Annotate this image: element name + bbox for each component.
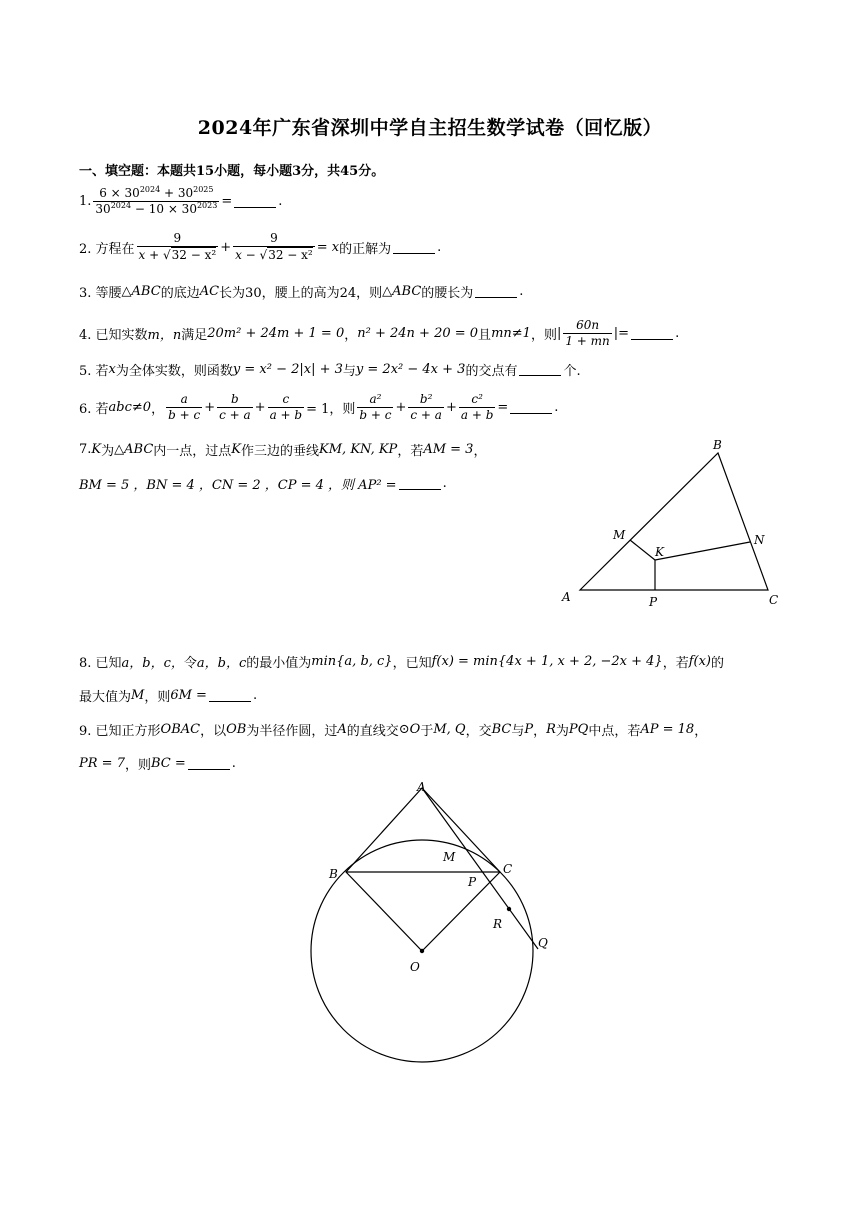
label-k: K <box>655 545 664 559</box>
answer-blank <box>510 401 552 414</box>
question-5: 5. 若 x 为全体实数，则函数 y = x² − 2|x| + 3 与 y = 2x² − 4x + 3 的交点有 个. <box>79 362 581 379</box>
segment-km <box>630 540 655 560</box>
segment-kn <box>655 542 750 560</box>
question-6: 6. 若 abc≠0 ， $\frac{a}{b + c}$ + $\frac{b}{c + a}$ + $\frac{c}{a + b}$ = 1，则 $\frac{\text{a²}}{b + c}$ + $\frac{\text{b²}}{c + a}$ + $\frac{\text{c²}}{a + b}$ = . <box>79 392 559 422</box>
answer-blank <box>209 689 251 702</box>
figure-circle-square <box>300 775 570 1075</box>
label-o: O <box>410 960 420 974</box>
label-b: B <box>329 867 338 881</box>
answer-blank <box>631 327 673 340</box>
label-m: M <box>443 850 456 864</box>
label-q: Q <box>538 936 548 950</box>
label-c: C <box>769 593 779 607</box>
question-9-line-2: PR = 7 ，则 BC = . <box>79 756 236 773</box>
question-2: 2. 方程在 $\frac{9}{\text{x + √32 − x²}}$ + $\frac{9}{\text{x − √32 − x²}}$ = x 的正解为 . <box>79 231 442 262</box>
point-o <box>420 949 424 953</box>
answer-blank <box>519 363 561 376</box>
question-4: 4. 已知实数 m，n 满足 20m² + 24m + 1 = 0 ， n² + 24n + 20 = 0 且 mn≠1 ，则 | $\frac{60n}{1 + mn}$ | = . <box>79 318 680 348</box>
label-r: R <box>493 917 503 931</box>
label-p: P <box>468 875 477 889</box>
question-1: 1. $\frac{6 \times 30^{2024} + 30^{2025}}{30^{2024} - 10 \times 30^{2023}}$ = . <box>79 185 283 216</box>
question-9-line-1: 9. 已知正方形 OBAC ，以 OB 为半径作圆，过 A 的直线交 ⊙O 于 M, Q ，交 BC 与 P ， R 为 PQ 中点，若 AP = 18 ， <box>79 722 708 739</box>
answer-blank <box>475 285 517 298</box>
square-obac <box>346 788 503 951</box>
label-n: N <box>754 533 765 547</box>
label-m: M <box>613 528 626 542</box>
answer-blank <box>399 477 441 490</box>
exam-title: 2024年广东省深圳中学自主招生数学试卷（回忆版） <box>197 117 663 139</box>
question-8-line-2: 最大值为 M ，则 6M = . <box>79 688 258 705</box>
q1-fraction: $\frac{6 \times 30^{2024} + 30^{2025}}{30^{2024} - 10 \times 30^{2023}}$ <box>95 185 218 216</box>
label-a: A <box>417 780 426 794</box>
answer-blank <box>188 757 230 770</box>
question-3: 3. 等腰 △ABC 的底边 AC 长为30，腰上的高为24，则 △ABC 的腰长为 . <box>79 284 524 301</box>
question-7-line-1: 7. K 为 △ABC 内一点，过点 K 作三边的垂线 KM, KN, KP ，若 AM = 3 ， <box>79 442 487 459</box>
label-p: P <box>649 595 658 609</box>
label-c: C <box>503 862 513 876</box>
answer-blank <box>234 195 276 208</box>
question-8-line-1: 8. 已知 a，b，c， 令 a，b，c 的最小值为 min{a, b, c} ，已知 f(x) = min{4x + 1, x + 2, −2x + 4} ，若 f(x) 的 <box>79 654 725 671</box>
question-7-line-2: BM = 5 ，BN = 4 ，CN = 2 ，CP = 4 ，则 AP² = . <box>79 476 447 493</box>
line-aq <box>422 788 538 949</box>
label-b: B <box>713 438 722 452</box>
figure-triangle <box>555 435 795 615</box>
triangle-abc <box>580 453 768 590</box>
label-a: A <box>562 590 571 604</box>
section-heading: 一、填空题：本题共15小题，每小题3分，共45分。 <box>79 164 385 179</box>
point-r <box>507 907 511 911</box>
answer-blank <box>393 241 435 254</box>
